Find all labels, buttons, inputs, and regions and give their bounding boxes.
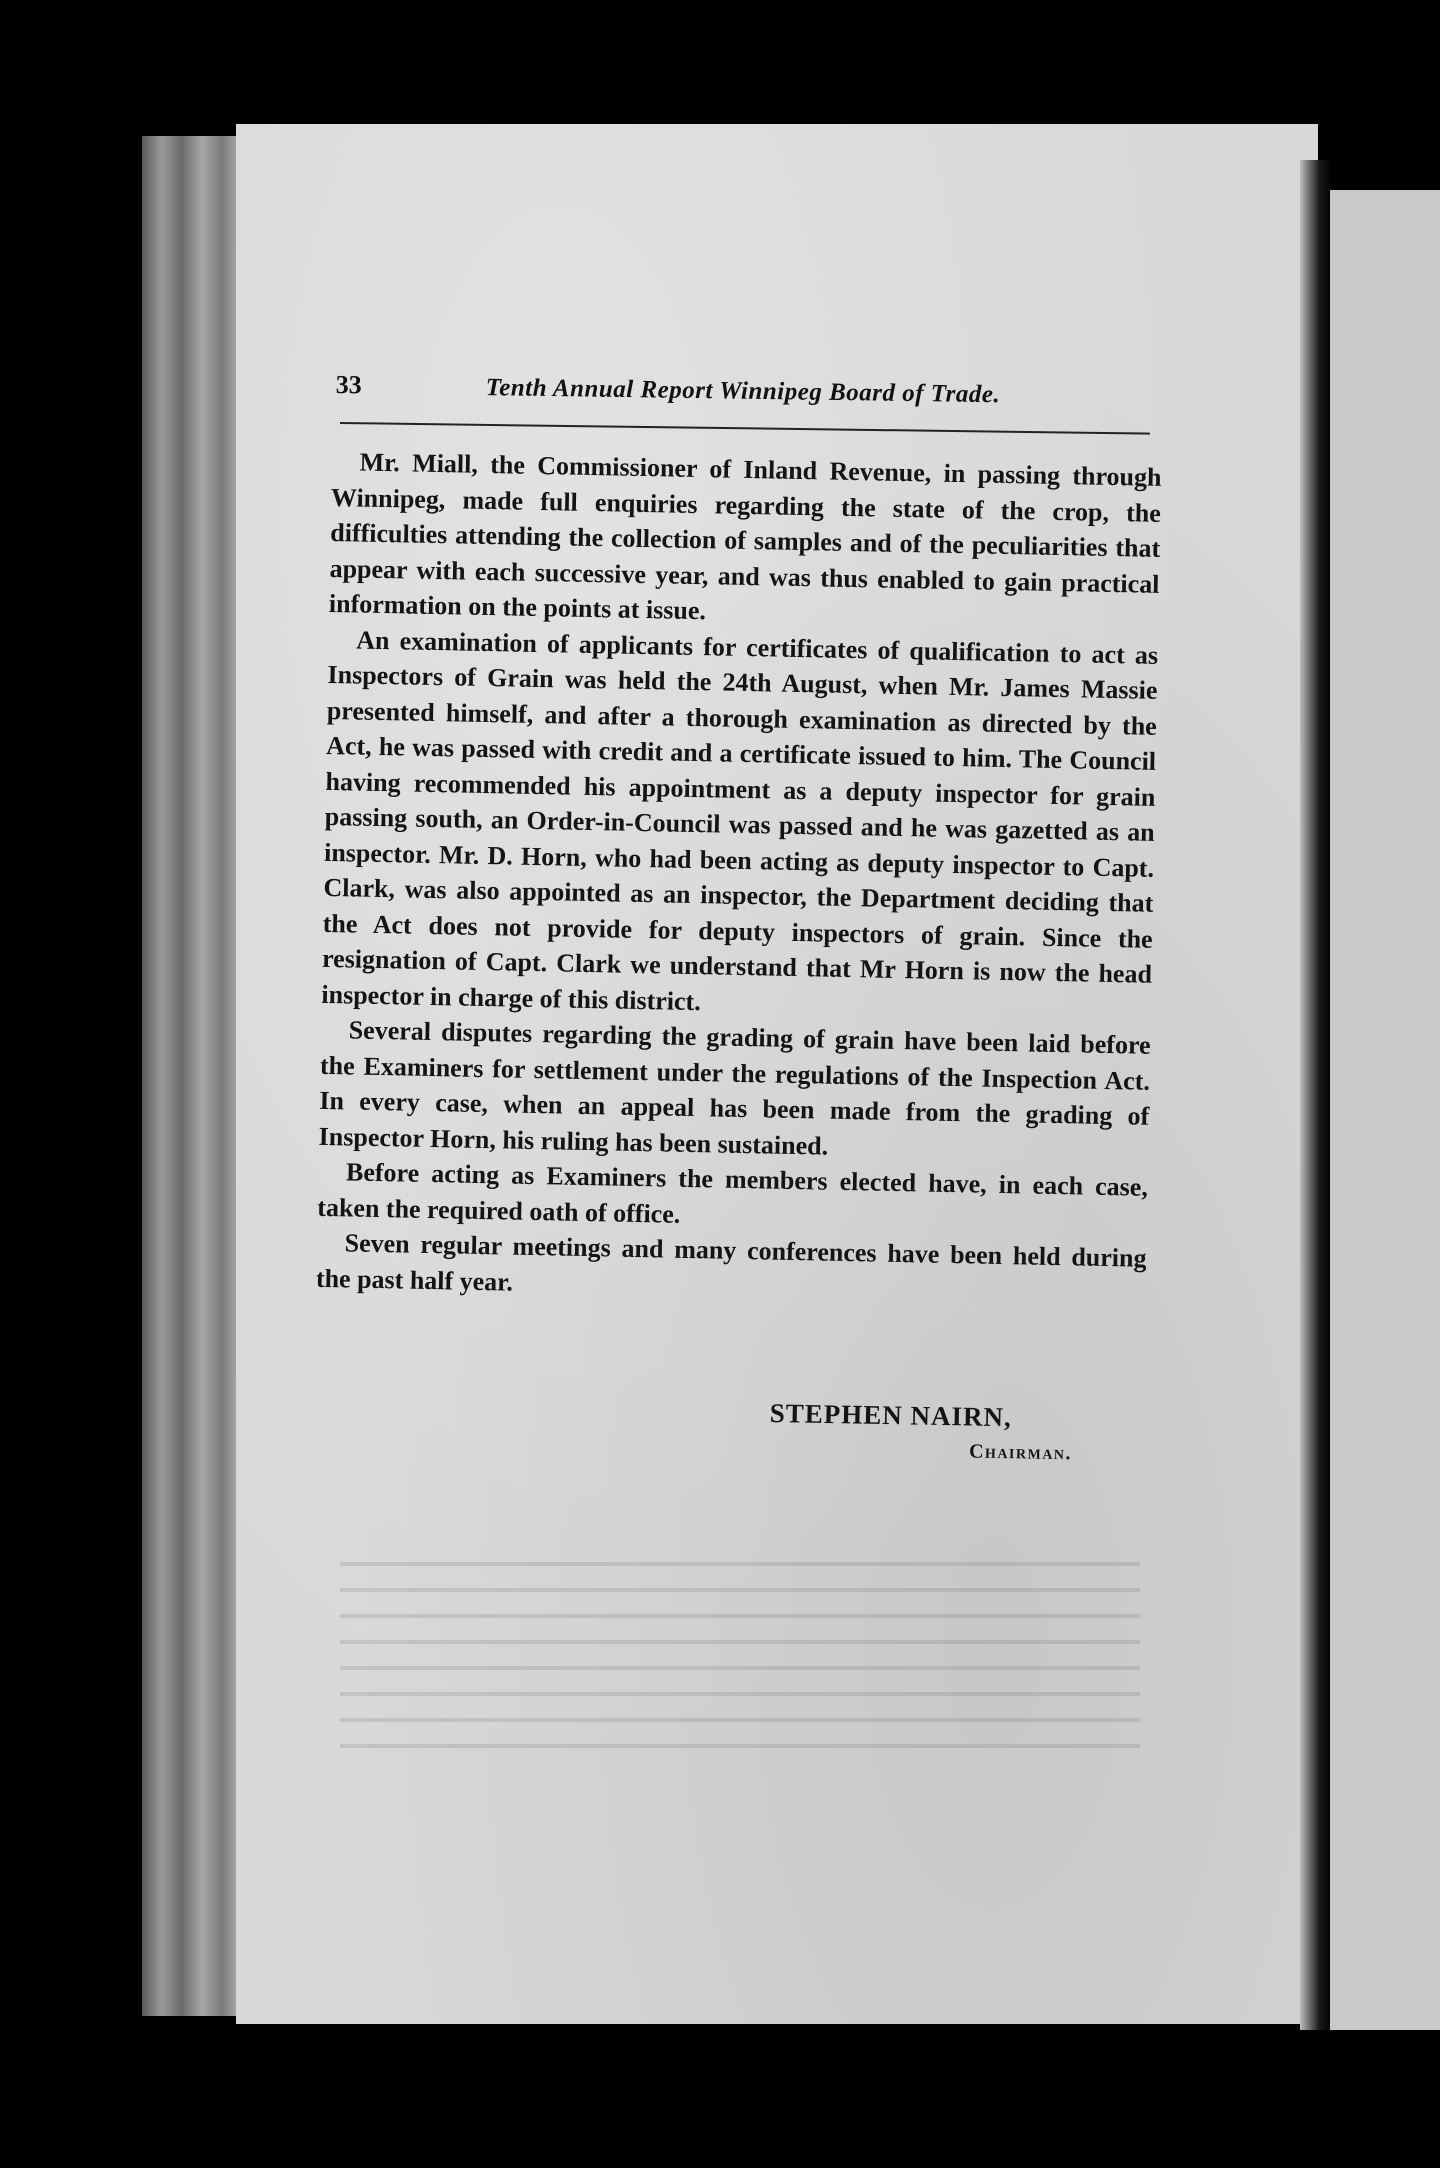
body-text [316, 444, 1162, 1312]
book-gutter [1300, 160, 1332, 2030]
book-page-edges [142, 136, 242, 2016]
facing-page [1330, 190, 1440, 2030]
signature-block [769, 1398, 1130, 1466]
paragraph-5: Seven regular meetings and many conferences have been held during the past half year. [315, 1228, 1147, 1297]
paragraph-1: Mr. Miall, the Commissioner of Inland Revenue, in passing through Winnipeg, made full enquiries regarding the state of the crop, the difficulties attending the collection of samples and of the peculiarities that appear with each successive year, and was thus enabled to gain practical information on the points at issue. [328, 447, 1162, 626]
paragraph-2: An examination of applicants for certificates of qualification to act as Inspectors of Grain was held the 24th August, when Mr. James Massie presented himself, and after a thorough examination as directed by the Act, he was passed with credit and a certificate issued to him. The Council having recommended his appointment as a deputy inspector for grain passing south, an Order-in-Council was passed and he was gazetted as an inspector. Mr. D. Horn, who had been acting as deputy inspector to Capt. Clark, was also appointed as an inspector, the Department deciding that the Act does not provide for deputy inspectors of grain. Since the resignation of Capt. Clark we understand that Mr Horn is now the head inspector in charge of this district. [321, 625, 1159, 1016]
signatory-title: Chairman. [968, 1440, 1073, 1465]
running-title: Tenth Annual Report Winnipeg Board of Trade. [485, 374, 1001, 409]
paragraph-3: Several disputes regarding the grading of grain have been laid before the Examiners for settlement under the regulations of the Inspection Act. In every case, when an appeal has been made from the grading of Inspector Horn, his ruling has been sustained. [318, 1015, 1151, 1161]
paragraph-4: Before acting as Examiners the members elected have, in each case, taken the required oath of office. [317, 1157, 1149, 1229]
show-through-text [340, 1540, 1140, 1940]
page-number: 33 [335, 370, 362, 400]
signatory-name: STEPHEN NAIRN, [769, 1398, 1013, 1433]
